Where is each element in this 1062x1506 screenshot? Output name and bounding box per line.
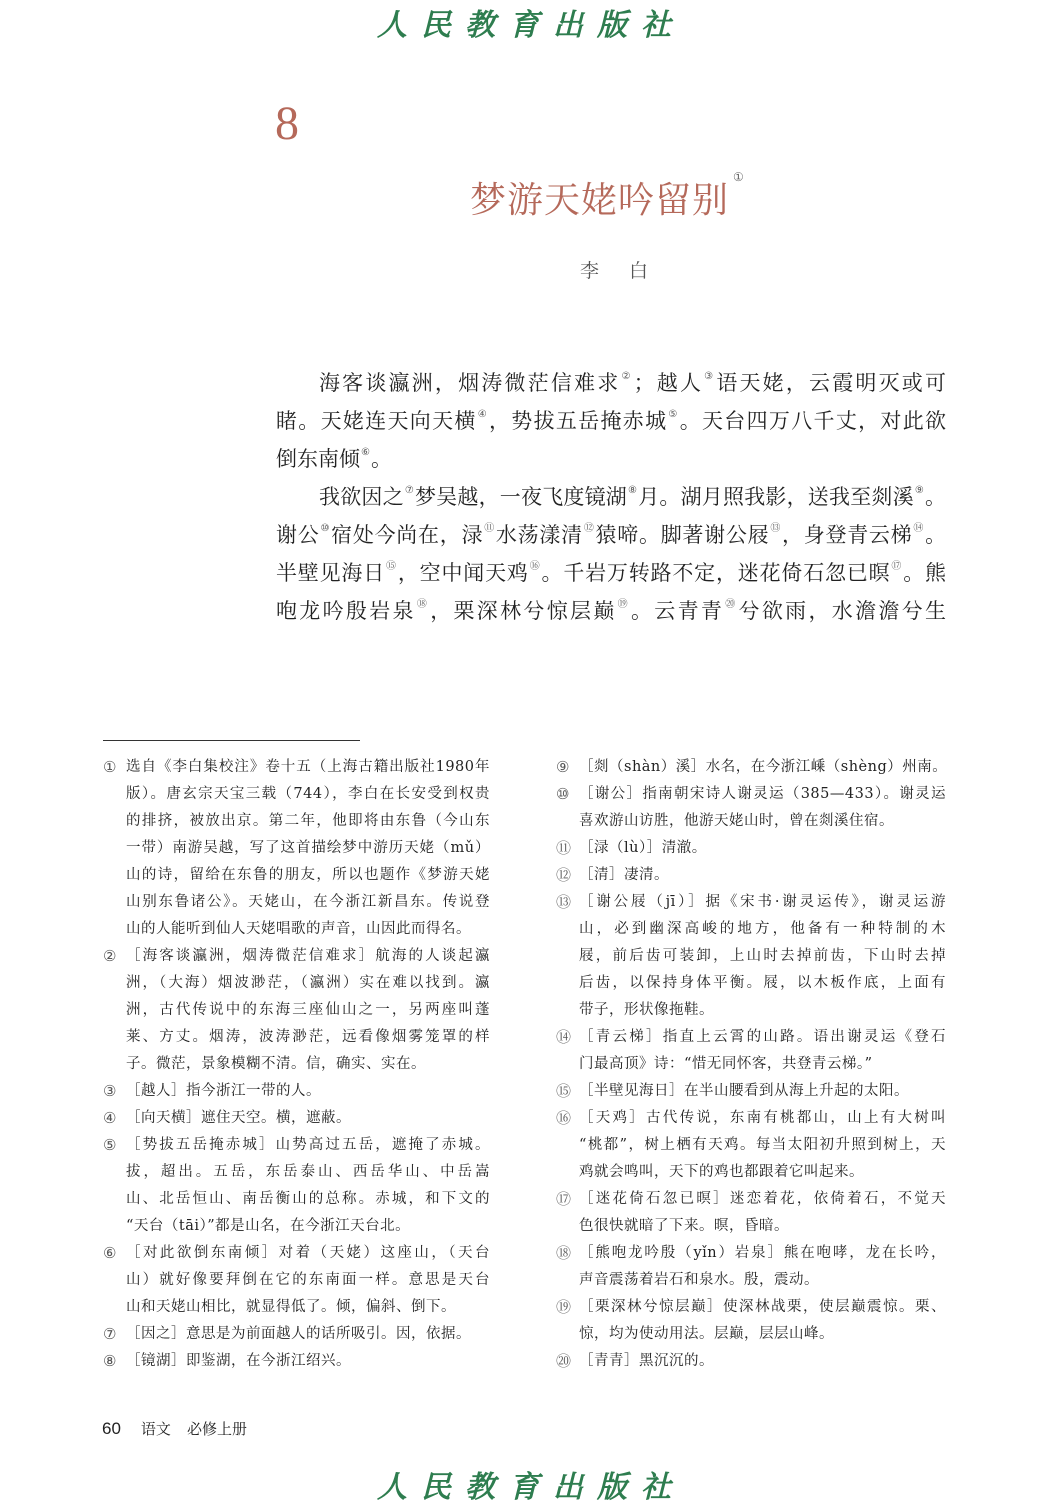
footnote	[556, 835, 946, 862]
footnote-line: ［剡（shàn）溪］水名，在今浙江嵊（shèng）州南。	[579, 759, 948, 775]
footnote-line: 版）。唐玄宗天宝三载（744），李白在长安受到权贵	[126, 786, 490, 802]
poem-line	[276, 364, 946, 402]
footnote-number: ⑱	[556, 1244, 572, 1262]
poem-line	[276, 516, 946, 554]
footnote-line: 山、北岳恒山、南岳衡山的总称。赤城，和下文的	[126, 1191, 490, 1207]
poem-line	[276, 440, 946, 478]
subject-label: 语文	[140, 1420, 171, 1438]
poem-text: 宿处今尚在，渌	[331, 523, 484, 547]
footnote-line: ［对此欲倒东南倾］对着（天姥）这座山，（天台	[126, 1245, 490, 1261]
footnote-line: 莱、方丈。烟涛，波涛渺茫，远看像烟雾笼罩的样	[126, 1029, 490, 1045]
footnote-ref[interactable]: ③	[704, 371, 716, 382]
footnote-line: 山，必到幽深高峻的地方，他备有一种特制的木	[579, 921, 946, 937]
poem-text: 。天台四万八千丈，对此欲	[679, 409, 947, 433]
footnote	[556, 1240, 946, 1294]
author-name: 李白	[580, 260, 679, 282]
footnote-divider	[103, 740, 360, 741]
footnote-line: ［半壁见海日］在半山腰看到从海上升起的太阳。	[579, 1083, 909, 1099]
footnote	[556, 1024, 946, 1078]
footnote-line: ［清］凄清。	[579, 867, 669, 883]
footnote-line: ［谢公屐（jī）］据《宋书·谢灵运传》，谢灵运游	[579, 894, 946, 910]
poem-text: 月。湖月照我影，送我至剡溪	[638, 485, 914, 509]
poem-text: 。千岩万转路不定，迷花倚石忽已暝	[541, 561, 891, 585]
volume-label: 必修上册	[186, 1420, 247, 1438]
footnote-line: “桃都”，树上栖有天鸡。每当太阳初升照到树上，天	[579, 1137, 946, 1153]
footnote-line: ［天鸡］古代传说，东南有桃都山，山上有大树叫	[579, 1110, 946, 1126]
footnote-line: 的排挤，被放出京。第二年，他即将由东鲁（今山东	[126, 813, 490, 829]
footnote-ref[interactable]: ⑬	[770, 523, 782, 534]
footnote-line: 门最高顶》诗：“惜无同怀客，共登青云梯。”	[579, 1056, 873, 1072]
poem-text: 梦吴越，一夜飞度镜湖	[414, 485, 628, 509]
poem-text: ，栗深林兮惊层巅	[430, 599, 617, 623]
footnote-line: 山别东鲁诸公》。天姥山，在今浙江新昌东。传说登	[126, 894, 490, 910]
poem-text: 我欲因之	[319, 485, 404, 509]
footnotes-left-column	[103, 754, 490, 1375]
footnote-ref[interactable]: ⑩	[320, 523, 331, 534]
poem-line	[276, 554, 946, 592]
poem-text: 睹。天姥连天向天横	[276, 409, 477, 433]
footnote	[556, 1186, 946, 1240]
poem-text: 猿啼。脚著谢公屐	[595, 523, 770, 547]
footnote-line: 色很快就暗了下来。暝，昏暗。	[579, 1218, 789, 1234]
footnote	[556, 862, 946, 889]
poem-text: 倒东南倾	[276, 447, 360, 471]
footnote-number: ⑤	[103, 1136, 117, 1154]
poem-text: 咆龙吟殷岩泉	[276, 599, 416, 623]
lesson-number: 8	[275, 97, 299, 150]
footnote-number: ⑫	[556, 866, 572, 884]
footnote-line: 子。微茫，景象模糊不清。信，确实、实在。	[126, 1056, 426, 1072]
footnote-ref[interactable]: ⑰	[891, 561, 903, 572]
footnote-number: ②	[103, 947, 117, 965]
footnote-number: ⑥	[103, 1244, 117, 1262]
footnote-line: ［因之］意思是为前面越人的话所吸引。因，依据。	[126, 1326, 471, 1342]
footnote-number: ⑩	[556, 785, 570, 803]
poem-body	[276, 364, 946, 630]
footnote-number: ⑮	[556, 1082, 572, 1100]
footnote-number: ⑦	[103, 1325, 117, 1343]
poem-text: 。云青青	[630, 599, 725, 623]
footnote-line: ［向天横］遮住天空。横，遮蔽。	[126, 1110, 351, 1126]
poem-text: 。	[370, 447, 392, 471]
poem-text: 语天姥，云霞明灭或可	[716, 371, 946, 395]
footnote	[103, 1348, 490, 1375]
footnote	[103, 943, 490, 1078]
footnote-line: 后齿，以保持身体平衡。屐，以木板作底，上面有	[579, 975, 946, 991]
poem-text: 。	[925, 523, 947, 547]
footnote-line: ［栗深林兮惊层巅］使深林战栗，使层巅震惊。栗、	[579, 1299, 946, 1315]
footnote-line: 山）就好像要拜倒在它的东南面一样。意思是天台	[126, 1272, 490, 1288]
footnote-ref[interactable]: ⑥	[361, 447, 370, 458]
publisher-logo-top: 人民教育出版社	[377, 8, 685, 43]
poem-text: ；越人	[633, 371, 704, 395]
footnote-line: ［海客谈瀛洲，烟涛微茫信难求］航海的人谈起瀛	[126, 948, 490, 964]
footnote-ref[interactable]: ②	[621, 371, 633, 382]
page-footer	[102, 1418, 263, 1439]
poem-text: ，势拔五岳掩赤城	[489, 409, 668, 433]
footnote-ref[interactable]: ⑨	[914, 485, 924, 496]
footnote-line: 喜欢游山访胜，他游天姥山时，曾在剡溪住宿。	[579, 813, 894, 829]
footnote-number: ⑨	[556, 758, 570, 776]
footnote-line: 洲，古代传说中的东海三座仙山之一，另两座叫蓬	[126, 1002, 490, 1018]
footnote-number: ⑧	[103, 1352, 117, 1370]
footnote-line: ［青云梯］指直上云霄的山路。语出谢灵运《登石	[579, 1029, 946, 1045]
footnote	[103, 1105, 490, 1132]
footnote	[556, 1348, 946, 1375]
footnote	[103, 754, 490, 943]
footnote-line: 山和天姥山相比，就显得低了。倾，偏斜、倒下。	[126, 1299, 456, 1315]
footnote-ref[interactable]: ⑫	[583, 523, 595, 534]
footnote-number: ⑳	[556, 1352, 572, 1370]
footnote-line: 洲，（大海）烟波渺茫，（瀛洲）实在难以找到。瀛	[126, 975, 490, 991]
footnote-line: 选自《李白集校注》卷十五（上海古籍出版社1980年	[126, 759, 490, 775]
poem-text: 海客谈瀛洲，烟涛微茫信难求	[319, 371, 621, 395]
footnote-number: ⑲	[556, 1298, 572, 1316]
footnote-number: ⑰	[556, 1190, 572, 1208]
footnote	[556, 1078, 946, 1105]
poem-text: ，身登青云梯	[782, 523, 913, 547]
footnote-ref[interactable]: ⑯	[529, 561, 541, 572]
footnote-ref[interactable]: ④	[477, 409, 488, 420]
footnote-number: ⑯	[556, 1109, 572, 1127]
footnote-line: ［熊咆龙吟殷（yǐn）岩泉］熊在咆哮，龙在长吟，	[579, 1245, 946, 1261]
footnote-line: 鸡就会鸣叫，天下的鸡也都跟着它叫起来。	[579, 1164, 864, 1180]
footnote-line: ［渌（lù）］清澈。	[579, 840, 707, 856]
page-number: 60	[102, 1419, 121, 1438]
footnote	[103, 1078, 490, 1105]
footnote-number: ⑬	[556, 893, 572, 911]
footnote-ref[interactable]: ⑪	[484, 523, 495, 534]
poem-text: 半壁见海日	[276, 561, 386, 585]
footnote-number: ①	[103, 758, 117, 776]
footnote	[556, 781, 946, 835]
footnote	[556, 1105, 946, 1186]
footnote-line: 屐，前后齿可装卸，上山时去掉前齿，下山时去掉	[579, 948, 946, 964]
footnote	[556, 1294, 946, 1348]
poem-text: 谢公	[276, 523, 320, 547]
footnote-number: ③	[103, 1082, 117, 1100]
footnote	[556, 889, 946, 1024]
footnote-ref[interactable]: ⑳	[725, 599, 738, 610]
footnote-line: 山的人能听到仙人天姥唱歌的声音，山因此而得名。	[126, 921, 471, 937]
footnote-line: ［青青］黑沉沉的。	[579, 1353, 714, 1369]
footnote-ref[interactable]: ⑧	[628, 485, 638, 496]
lesson-title	[470, 172, 745, 223]
poem-text: ，空中闻天鸡	[397, 561, 529, 585]
footnote-number: ⑭	[556, 1028, 572, 1046]
footnote-line: 带子，形状像拖鞋。	[579, 1002, 714, 1018]
lesson-title-text: 梦游天姥吟留别	[470, 180, 730, 221]
poem-text: 。熊	[903, 561, 947, 585]
footnote-line: 惊，均为使动用法。层巅，层层山峰。	[579, 1326, 834, 1342]
footnote	[103, 1240, 490, 1321]
footnote	[103, 1321, 490, 1348]
footnote-line: 山的诗，留给在东鲁的朋友，所以也题作《梦游天姥	[126, 867, 490, 883]
poem-text: 水荡漾清	[495, 523, 583, 547]
footnote-ref[interactable]: ⑮	[386, 561, 397, 572]
poem-text: 。	[925, 485, 946, 509]
footnote-line: ［越人］指今浙江一带的人。	[126, 1083, 321, 1099]
footnote-ref[interactable]: ⑤	[668, 409, 679, 420]
footnote-line: ［势拔五岳掩赤城］山势高过五岳，遮掩了赤城。	[126, 1137, 490, 1153]
footnotes-right-column	[556, 754, 946, 1375]
poem-text: 兮欲雨，水澹澹兮生	[738, 599, 947, 623]
footnote-line: ［谢公］指南朝宋诗人谢灵运（385—433）。谢灵运	[579, 786, 946, 802]
footnote-line: 一带）南游吴越，写了这首描绘梦中游历天姥（mǔ）	[126, 840, 490, 856]
footnote-line: 拔，超出。五岳，东岳泰山、西岳华山、中岳嵩	[126, 1164, 490, 1180]
title-note-ref[interactable]: ①	[733, 170, 745, 184]
footnote-line: ［迷花倚石忽已暝］迷恋着花，依倚着石，不觉天	[579, 1191, 946, 1207]
footnote	[556, 754, 946, 781]
poem-line	[276, 592, 946, 630]
poem-line	[276, 402, 946, 440]
footnote-ref[interactable]: ⑲	[617, 599, 630, 610]
poem-line	[276, 478, 946, 516]
footnote-number: ④	[103, 1109, 117, 1127]
footnote-ref[interactable]: ⑭	[913, 523, 925, 534]
publisher-logo-bottom: 人民教育出版社	[377, 1470, 685, 1505]
footnote-line: 声音震荡着岩石和泉水。殷，震动。	[579, 1272, 819, 1288]
footnote-number: ⑪	[556, 839, 572, 857]
footnote	[103, 1132, 490, 1240]
footnote-line: “天台（tāi）”都是山名，在今浙江天台北。	[126, 1218, 411, 1234]
footnote-ref[interactable]: ⑱	[416, 599, 430, 610]
footnote-ref[interactable]: ⑦	[404, 485, 414, 496]
footnote-line: ［镜湖］即鉴湖，在今浙江绍兴。	[126, 1353, 351, 1369]
